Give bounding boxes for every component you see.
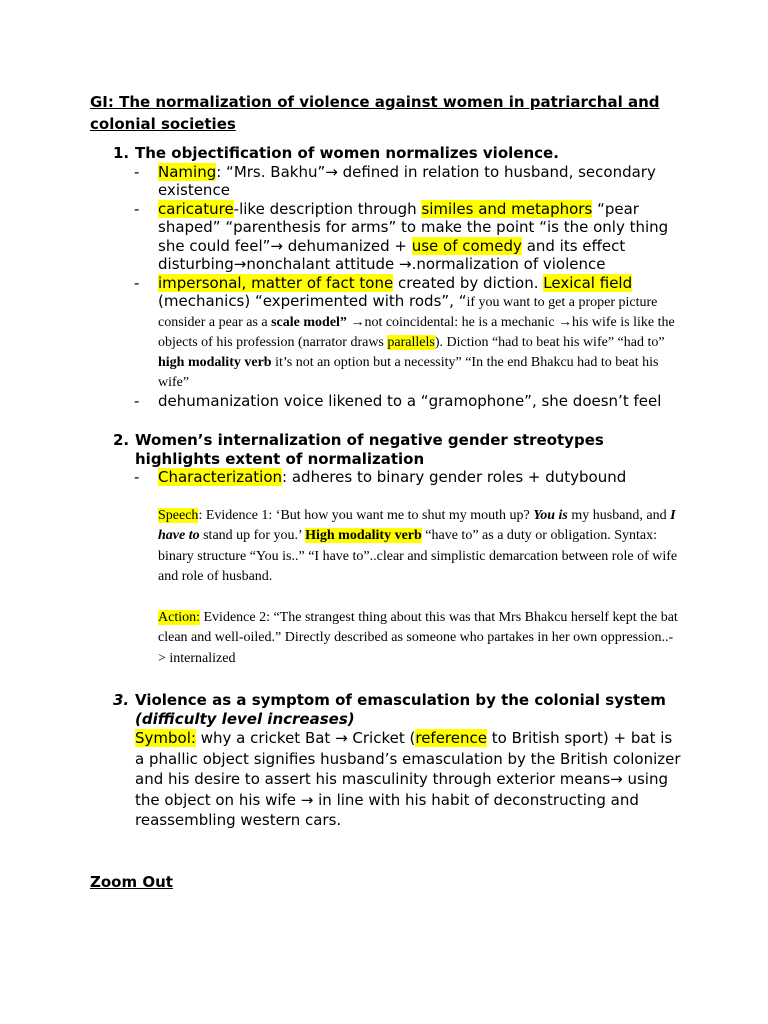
serif-text: : Evidence 1: ‘But how you want me to shut my mouth up? bbox=[198, 507, 534, 523]
dash-bullet: - bbox=[134, 468, 140, 486]
highlighted-term: Speech bbox=[158, 507, 199, 523]
list-item bbox=[90, 468, 683, 487]
speech-evidence bbox=[90, 506, 678, 588]
list-item bbox=[90, 163, 683, 200]
heading-text: The objectification of women normalizes violence. bbox=[135, 144, 559, 162]
item-text: -like description through bbox=[233, 199, 422, 218]
list-item bbox=[90, 392, 683, 411]
item-text: and its effect disturbing→nonchalant attitude →.normalization of violence bbox=[158, 236, 626, 273]
serif-text: ). Diction “had to beat his wife” “had to” bbox=[434, 335, 665, 350]
section-1 bbox=[90, 144, 683, 411]
section-2 bbox=[90, 431, 683, 669]
highlighted-term: High modality verb bbox=[305, 528, 422, 543]
list-item bbox=[90, 274, 683, 393]
zoom-out-heading: Zoom Out bbox=[90, 873, 173, 891]
highlighted-term: Action: bbox=[158, 609, 200, 625]
serif-text: my husband, and bbox=[567, 507, 671, 523]
section-3-heading bbox=[90, 691, 685, 710]
item-text: “pear shaped” “parenthesis for arms” to make the point “is the only thing she could feel”→ dehumanized + bbox=[158, 199, 669, 255]
document-title: GI: The normalization of violence against women in patriarchal and colonial societies bbox=[90, 93, 660, 133]
highlighted-term: Characterization bbox=[158, 468, 283, 486]
section-3-subheading: (difficulty level increases) bbox=[135, 709, 355, 728]
item-text: dehumanization voice likened to a “gramophone”, she doesn’t feel bbox=[158, 392, 662, 410]
heading-text: Violence as a symptom of emasculation by the colonial system bbox=[135, 691, 666, 709]
dash-bullet: - bbox=[134, 199, 140, 218]
serif-text: Evidence 2: “The strangest thing about this was that Mrs Bhakcu herself kept the bat clean and well-oiled.” Directly described as someone who partakes in her own oppression..-> internalized bbox=[158, 609, 678, 666]
bullet-list bbox=[90, 468, 683, 487]
action-evidence bbox=[90, 608, 678, 670]
bold-italic-text: I have to bbox=[158, 507, 676, 543]
bullet-list bbox=[90, 163, 683, 411]
serif-text: →not coincidental: he is a mechanic →his wife is like the objects of his profession (narrator draws bbox=[158, 315, 675, 350]
symbol-paragraph bbox=[90, 728, 685, 831]
item-text: : “Mrs. Bakhu”→ defined in relation to husband, secondary existence bbox=[158, 162, 656, 199]
section-number: 1. bbox=[113, 144, 130, 162]
highlighted-term: reference bbox=[415, 729, 487, 747]
serif-text: it’s not an option but a necessity” “In the end Bhakcu had to beat his wife” bbox=[158, 355, 659, 390]
highlighted-term: Lexical field bbox=[543, 273, 633, 292]
serif-text: if you want to get a proper picture consider a pear as a bbox=[158, 295, 658, 330]
paragraph-text: to British sport) + bat is a phallic object signifies husband’s emasculation by the British colonizer and his desire to assert his masculinity through exterior means→ using the object on his wife → in line with his habit of deconstructing and reassembling western cars. bbox=[135, 729, 681, 829]
bold-serif-text: high modality verb bbox=[158, 355, 272, 370]
highlighted-term: Symbol: bbox=[135, 729, 196, 747]
highlighted-term: caricature bbox=[158, 199, 234, 218]
dash-bullet: - bbox=[134, 273, 140, 292]
highlighted-term: impersonal, matter of fact tone bbox=[158, 273, 394, 292]
item-text: : adheres to binary gender roles + dutybound bbox=[282, 468, 627, 486]
bold-serif-text: scale model” bbox=[271, 315, 347, 330]
dash-bullet: - bbox=[134, 392, 140, 410]
section-number: 2. bbox=[113, 431, 130, 449]
paragraph-text: why a cricket Bat → Cricket ( bbox=[195, 729, 416, 747]
item-text: (mechanics) “experimented with rods”, “ bbox=[158, 292, 467, 310]
dash-bullet: - bbox=[134, 162, 140, 181]
item-text: created by diction. bbox=[393, 273, 544, 292]
list-item bbox=[90, 200, 683, 274]
section-2-heading bbox=[90, 431, 655, 468]
serif-text: “have to” as a duty or obligation. Syntax: binary structure “You is..” “I have to”..clear and simplistic demarcation between role of wife and role of husband. bbox=[158, 528, 678, 584]
heading-text: Women’s internalization of negative gender streotypes highlights extent of normalization bbox=[135, 431, 604, 468]
serif-text: stand up for you.’ bbox=[199, 528, 306, 543]
section-number: 3. bbox=[113, 691, 130, 709]
highlighted-term: Naming bbox=[158, 162, 217, 181]
section-1-heading bbox=[90, 144, 683, 163]
section-3 bbox=[90, 691, 685, 831]
highlighted-term: parallels bbox=[387, 335, 435, 350]
highlighted-term: similes and metaphors bbox=[421, 199, 593, 218]
highlighted-term: use of comedy bbox=[411, 236, 522, 255]
bold-italic-text: You is bbox=[533, 507, 568, 523]
